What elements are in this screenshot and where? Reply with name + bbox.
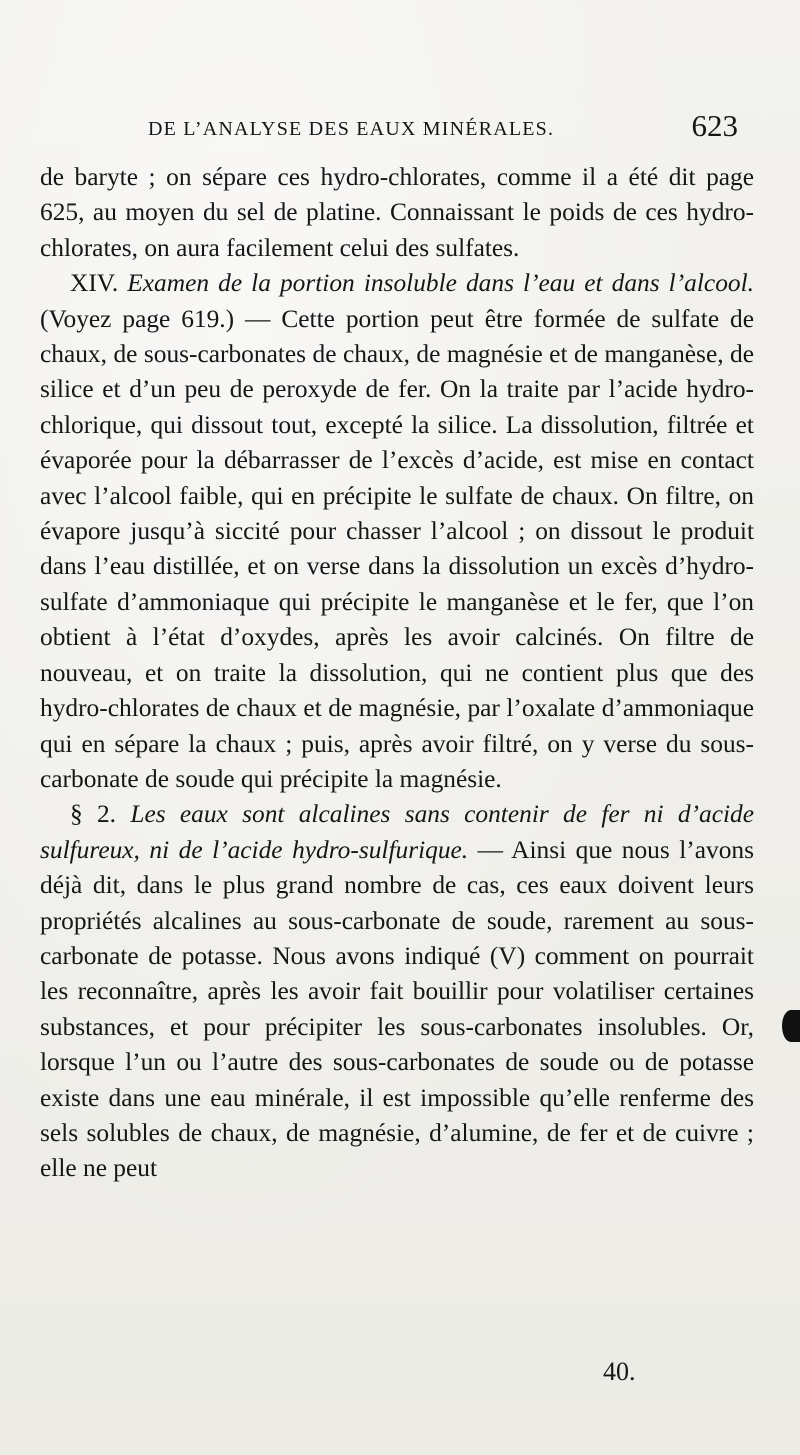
paragraph <box>40 266 754 797</box>
section-dash: — <box>477 835 512 864</box>
signature-mark: 40. <box>603 1357 636 1386</box>
section-number: XIV. <box>70 269 128 298</box>
page-header <box>148 118 668 152</box>
paragraph-text: Cette portion peut être formée de sulfate de chaux, de sous-carbonates de chaux, de magnésie et de manganèse, de silice et d’un peu de peroxyde de fer. On la traite par l’acide hydro-chlorique, qui dissout tout, excepté la silice. La dissolution, filtrée et évaporée pour la débarrasser de l’excès d’acide, est mise en contact avec l’alcool faible, qui en précipite le sulfate de chaux. On filtre, on évapore jusqu’à siccité pour chasser l’alcool ; on dissout le produit dans l’eau distillée, et on verse dans la dissolution un excès d’hydro-sulfate d’ammoniaque qui précipite le manganèse et le fer, que l’on obtient à l’état d’oxydes, après les avoir calcinés. On filtre de nouveau, et on traite la dissolution, qui ne contient plus que des hydro-chlorates de chaux et de magnésie, par l’oxalate d’ammoniaque qui en sépare la chaux ; puis, après avoir filtré, on y verse du sous-carbonate de soude qui précipite la magnésie. <box>40 304 754 793</box>
section-title: Examen de la portion insoluble dans l’eau et dans l’alcool. <box>127 269 754 298</box>
body-text <box>40 160 754 1187</box>
paragraph <box>40 797 754 1186</box>
paragraph-text: Ainsi que nous l’avons déjà dit, dans le plus grand nombre de cas, ces eaux doivent leurs propriétés alcalines au sous-carbonate de soude, rarement au sous-carbonate de potasse. Nous avons indiqué (V) comment on pourrait les reconnaître, après les avoir fait bouillir pour volatiliser certaines substances, et pour précipiter les sous-carbonates insolubles. Or, lorsque l’un ou l’autre des sous-carbonates de soude ou de potasse existe dans une eau minérale, il est impossible qu’elle renferme des sels solubles de chaux, de magnésie, d’alumine, de fer et de cuivre ; elle ne peut <box>40 835 754 1183</box>
ink-stain <box>782 1010 800 1042</box>
paragraph-text: de baryte ; on sépare ces hydro-chlorates, comme il a été dit page 625, au moyen du sel de platine. Connaissant le poids de ces hydro-chlorates, on aura facilement celui des sulfates. <box>40 163 754 262</box>
paragraph <box>40 160 754 266</box>
section-reference: (Voyez page 619.) — <box>40 304 282 333</box>
section-title: Les eaux sont alcalines sans contenir de fer ni d’acide sulfureux, ni de l’acide hydro-sulfurique. <box>40 800 754 864</box>
page-number: 623 <box>691 108 738 143</box>
running-head: DE L’ANALYSE DES EAUX MINÉRALES. <box>148 118 555 140</box>
section-number: § 2. <box>70 800 131 829</box>
